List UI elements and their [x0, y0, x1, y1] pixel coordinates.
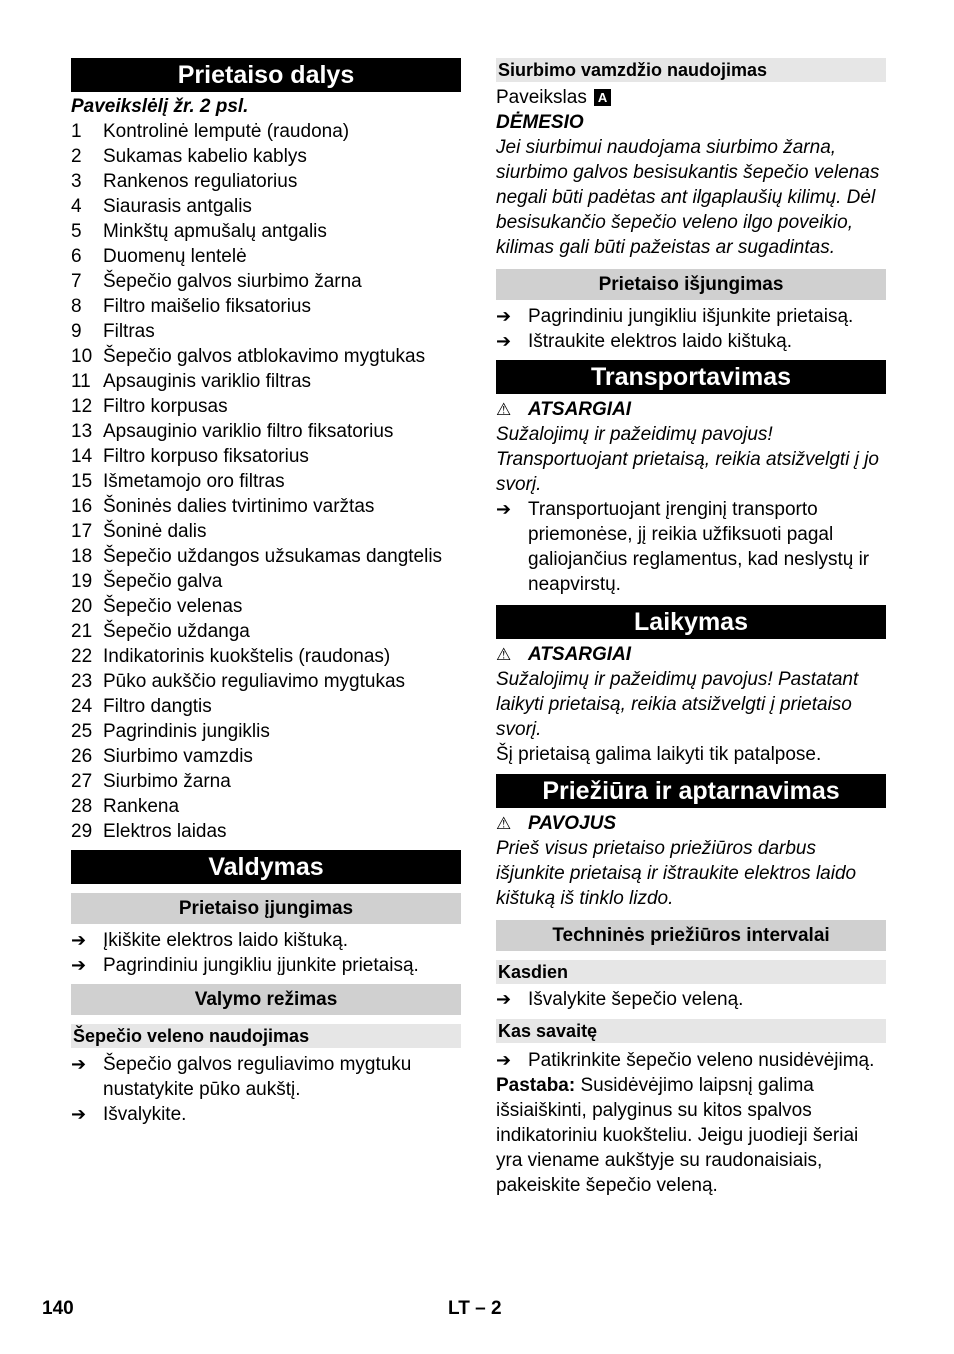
item-number: 27 [71, 771, 93, 792]
list-item: ➔ Išvalykite šepečio veleną. [496, 989, 744, 1010]
arrow-right-icon: ➔ [71, 955, 87, 975]
arrow-right-icon: ➔ [496, 499, 512, 519]
item-number: 10 [71, 346, 93, 367]
list-item [71, 119, 461, 144]
item-number: 20 [71, 596, 93, 617]
item-number: 15 [71, 471, 93, 492]
arrow-right-icon: ➔ [71, 930, 87, 950]
list-item [71, 794, 461, 819]
switch-off-steps [496, 304, 886, 354]
item-number: 11 [71, 371, 91, 392]
list-item [71, 469, 461, 494]
list-item [71, 669, 461, 694]
figure-reference: Paveikslas A [496, 85, 886, 110]
item-label: Šepečio velenas [103, 596, 243, 617]
item-label: Rankenos reguliatorius [103, 171, 298, 192]
item-label: Filtro dangtis [103, 696, 212, 717]
item-number: 5 [71, 221, 82, 242]
list-item [71, 719, 461, 744]
item-label: Apsauginis variklio filtras [103, 371, 312, 392]
list-item [71, 269, 461, 294]
list-item [71, 344, 461, 369]
item-label: Apsauginio variklio filtro fiksatorius [103, 421, 394, 442]
daily-steps [496, 987, 886, 1012]
item-label: Elektros laidas [103, 821, 227, 842]
storage-note: Šį prietaisą galima laikyti tik patalpose. [496, 744, 822, 765]
storage-warning-text: Sužalojimų ir pažeidimų pavojus! Pastatant laikyti prietaisą, reikia atsižvelgti į prietaiso svorį. [496, 669, 859, 740]
list-item [71, 144, 461, 169]
list-item [71, 544, 461, 569]
list-item: ➔ Transportuojant įrenginį transporto priemonėse, jį reikia užfiksuoti pagal galiojančius reglamentus, kad neslystų ir neapvirstų. [496, 499, 870, 595]
item-label: Pūko aukščio reguliavimo mygtukas [103, 671, 406, 692]
list-item [71, 294, 461, 319]
item-number: 6 [71, 246, 82, 267]
arrow-right-icon: ➔ [496, 1050, 512, 1070]
item-number: 4 [71, 196, 82, 217]
list-item: ➔ Pagrindiniu jungikliu išjunkite prietaisą. [496, 306, 854, 327]
item-label: Šoninė dalis [103, 521, 207, 542]
storage-heading: Laikymas [496, 605, 886, 639]
right-column [496, 58, 886, 1198]
weekly-steps [496, 1048, 886, 1073]
list-item [71, 644, 461, 669]
item-label: Minkštų apmušalų antgalis [103, 221, 327, 242]
arrow-right-icon: ➔ [71, 1104, 87, 1124]
list-item [71, 394, 461, 419]
arrow-right-icon: ➔ [496, 306, 512, 326]
list-item [71, 244, 461, 269]
list-item [71, 494, 461, 519]
daily-heading: Kasdien [496, 960, 886, 984]
item-number: 29 [71, 821, 93, 842]
item-label: Filtro korpusas [103, 396, 228, 417]
item-number: 13 [71, 421, 93, 442]
caution-label: ⚠ ATSARGIAI [496, 399, 632, 420]
list-item [71, 169, 461, 194]
list-item [71, 769, 461, 794]
list-item [71, 194, 461, 219]
arrow-right-icon: ➔ [71, 1054, 87, 1074]
item-label: Indikatorinis kuokštelis (raudonas) [103, 646, 391, 667]
list-item [71, 519, 461, 544]
intervals-heading: Techninės priežiūros intervalai [496, 920, 886, 951]
switch-on-heading: Prietaiso įjungimas [71, 893, 461, 924]
list-item [71, 419, 461, 444]
item-label: Sukamas kabelio kablys [103, 146, 307, 167]
parts-list [71, 119, 461, 844]
list-item: ➔ Išvalykite. [71, 1104, 187, 1125]
arrow-right-icon: ➔ [496, 989, 512, 1009]
item-label: Šoninės dalies tvirtinimo varžtas [103, 496, 375, 517]
item-label: Išmetamojo oro filtras [103, 471, 285, 492]
footer-lang: LT – 2 [448, 1298, 502, 1319]
page-number: 140 [42, 1298, 74, 1319]
list-item [71, 744, 461, 769]
item-number: 14 [71, 446, 93, 467]
list-item [71, 594, 461, 619]
item-number: 3 [71, 171, 82, 192]
see-figure-note: Paveikslėlį žr. 2 psl. [71, 96, 249, 117]
list-item [71, 619, 461, 644]
brush-use-heading: Šepečio veleno naudojimas [71, 1024, 461, 1048]
item-label: Šepečio galvos atblokavimo mygtukas [103, 346, 426, 367]
item-label: Šepečio uždangos užsukamas dangtelis [103, 546, 443, 567]
control-heading: Valdymas [71, 850, 461, 884]
switch-off-heading: Prietaiso išjungimas [496, 269, 886, 300]
danger-label: ⚠ PAVOJUS [496, 813, 616, 834]
left-column [71, 58, 461, 1127]
list-item [71, 444, 461, 469]
warning-triangle-icon: ⚠ [496, 814, 512, 833]
item-label: Siurbimo vamzdis [103, 746, 253, 767]
item-number: 23 [71, 671, 93, 692]
item-label: Šepečio uždanga [103, 621, 250, 642]
item-label: Rankena [103, 796, 180, 817]
item-number: 25 [71, 721, 93, 742]
list-item [71, 569, 461, 594]
note-paragraph: Pastaba: Susidėvėjimo laipsnį galima išsiaiškinti, palyginus su kitos spalvos indikatoriniu kuokšteliu. Jeigu juodieji šeriai yra viename aukštyje su raudonaisiais, pakeiskite šepečio veleną. [496, 1075, 859, 1196]
item-number: 18 [71, 546, 93, 567]
item-label: Šepečio galvos siurbimo žarna [103, 271, 362, 292]
item-number: 21 [71, 621, 93, 642]
caution-label: ⚠ ATSARGIAI [496, 644, 632, 665]
tube-use-heading: Siurbimo vamzdžio naudojimas [496, 58, 886, 82]
parts-heading: Prietaiso dalys [71, 58, 461, 92]
list-item [71, 219, 461, 244]
arrow-right-icon: ➔ [496, 331, 512, 351]
transport-warning-text: Sužalojimų ir pažeidimų pavojus! Transportuojant prietaisą, reikia atsižvelgti į jo svorį. [496, 424, 879, 495]
item-number: 7 [71, 271, 82, 292]
item-label: Siaurasis antgalis [103, 196, 252, 217]
item-label: Duomenų lentelė [103, 246, 247, 267]
item-number: 19 [71, 571, 93, 592]
attention-label: DĖMESIO [496, 112, 584, 133]
weekly-heading: Kas savaitę [496, 1019, 886, 1043]
cleaning-mode-heading: Valymo režimas [71, 984, 461, 1015]
list-item [71, 694, 461, 719]
item-label: Kontrolinė lemputė (raudona) [103, 121, 350, 142]
item-number: 24 [71, 696, 93, 717]
item-label: Šepečio galva [103, 571, 223, 592]
attention-text: Jei siurbimui naudojama siurbimo žarna, siurbimo galvos besisukantis šepečio velenas negali būti padėtas ant ilgaplaušių kilimų. Dėl besisukančio šepečio veleno ilgo poveikio, kilimas gali būti pažeistas ar sugadintas. [496, 137, 880, 258]
item-label: Pagrindinis jungiklis [103, 721, 270, 742]
item-number: 26 [71, 746, 93, 767]
item-number: 12 [71, 396, 93, 417]
list-item: ➔ Pagrindiniu jungikliu įjunkite prietaisą. [71, 955, 419, 976]
warning-triangle-icon: ⚠ [496, 400, 512, 419]
list-item [71, 319, 461, 344]
care-heading: Priežiūra ir aptarnavimas [496, 774, 886, 808]
transport-heading: Transportavimas [496, 360, 886, 394]
item-number: 1 [71, 121, 82, 142]
item-number: 17 [71, 521, 93, 542]
item-number: 8 [71, 296, 82, 317]
figure-badge: A [594, 89, 611, 106]
list-item: ➔ Ištraukite elektros laido kištuką. [496, 331, 793, 352]
warning-triangle-icon: ⚠ [496, 645, 512, 664]
item-label: Filtro maišelio fiksatorius [103, 296, 311, 317]
list-item: ➔ Šepečio galvos reguliavimo mygtuku nustatykite pūko aukštį. [71, 1054, 412, 1100]
item-label: Siurbimo žarna [103, 771, 231, 792]
item-label: Filtro korpuso fiksatorius [103, 446, 309, 467]
list-item: ➔ Įkiškite elektros laido kištuką. [71, 930, 348, 951]
item-number: 9 [71, 321, 82, 342]
item-number: 28 [71, 796, 93, 817]
list-item: ➔ Patikrinkite šepečio veleno nusidėvėjimą. [496, 1050, 875, 1071]
list-item [71, 369, 461, 394]
item-number: 2 [71, 146, 82, 167]
danger-text: Prieš visus prietaiso priežiūros darbus išjunkite prietaisą ir ištraukite elektros laido kištuką iš tinklo lizdo. [496, 838, 857, 909]
list-item [71, 819, 461, 844]
switch-on-steps [71, 928, 461, 978]
brush-steps [71, 1052, 461, 1127]
item-label: Filtras [103, 321, 155, 342]
item-number: 16 [71, 496, 93, 517]
item-number: 22 [71, 646, 93, 667]
